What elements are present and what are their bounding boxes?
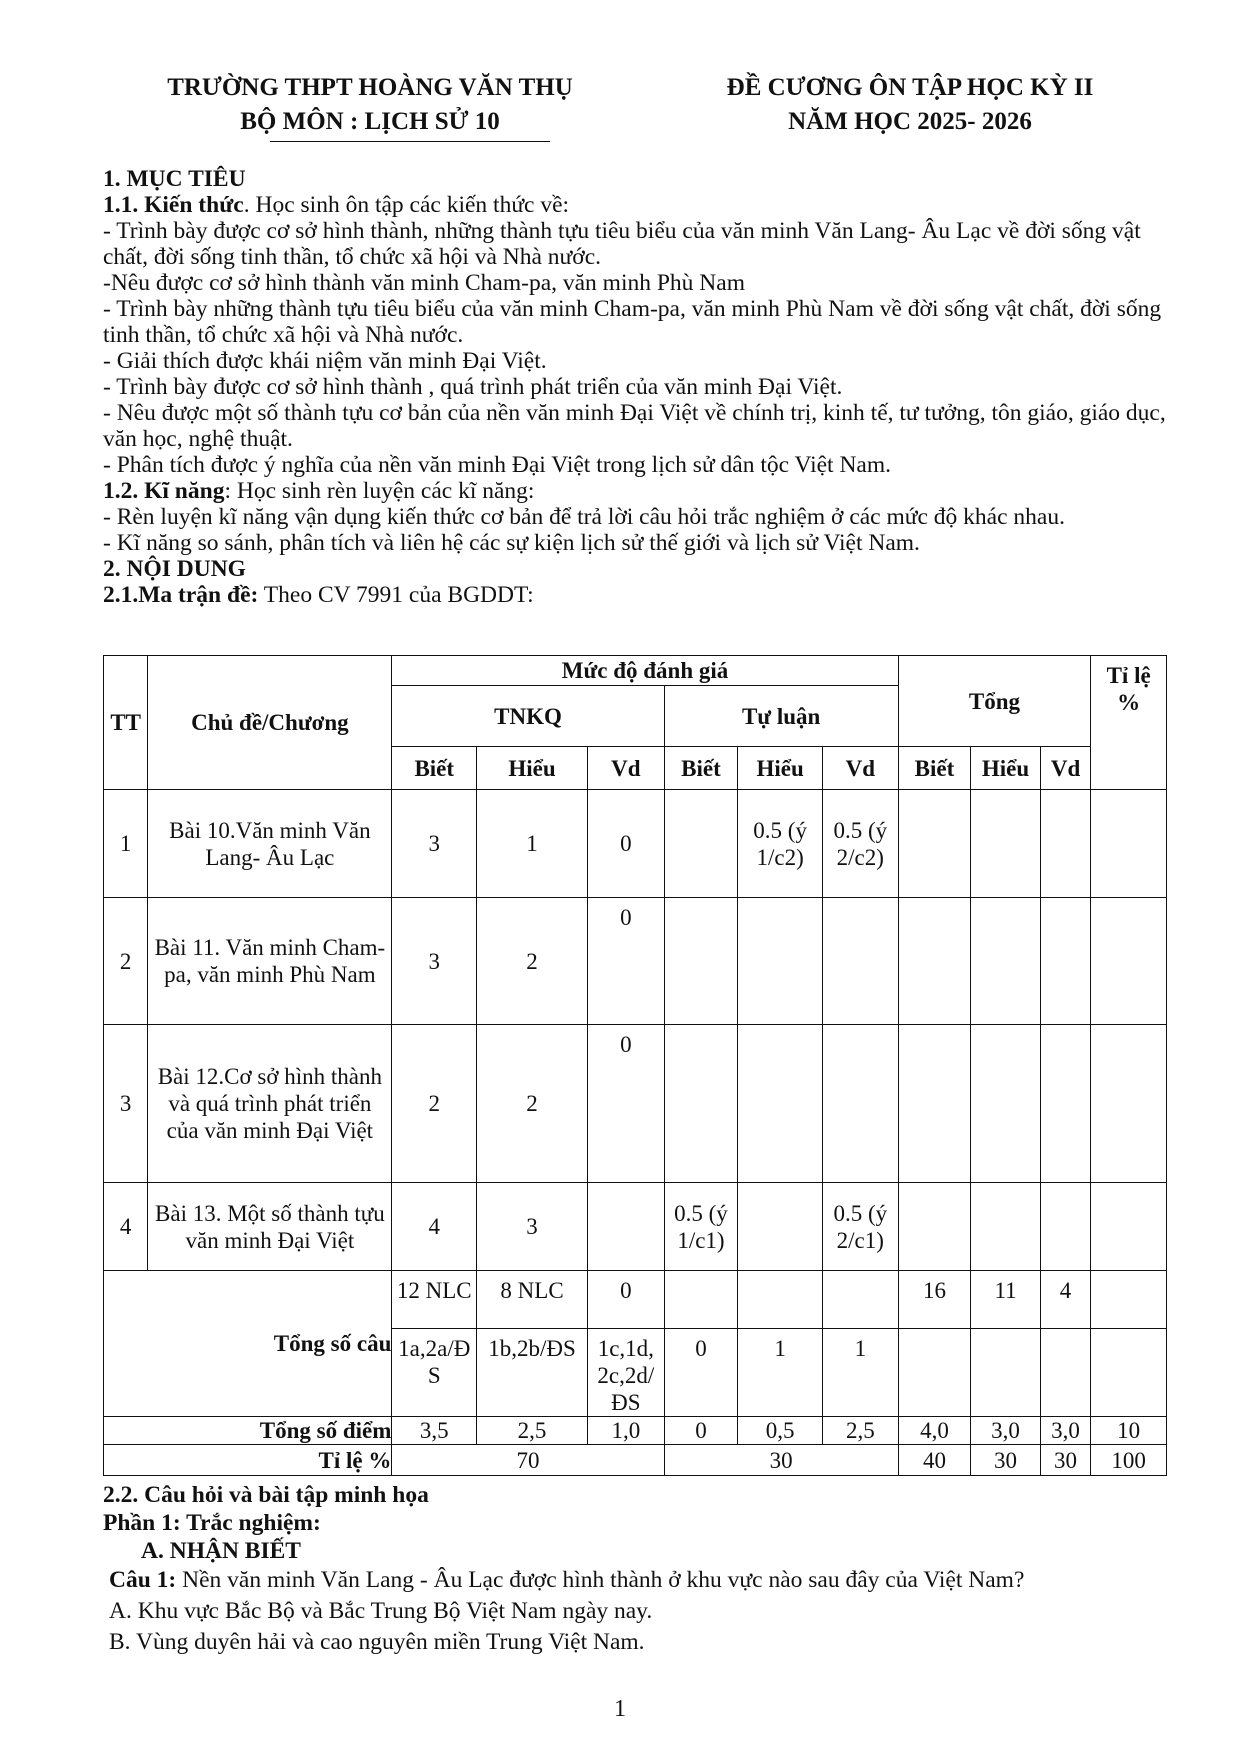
header-ratio-line2: %: [1117, 690, 1141, 715]
questions-section: [103, 1481, 1167, 1658]
objectives-section: [103, 166, 1167, 608]
cell-value: [664, 1025, 738, 1183]
cell-empty: [1091, 1329, 1167, 1417]
total-questions-label: Tổng số câu: [104, 1271, 392, 1417]
cell-value: 1,0: [588, 1417, 665, 1445]
cell-empty: [898, 790, 971, 898]
cell-empty: [1040, 898, 1090, 1025]
cell-value: 4: [392, 1183, 477, 1271]
skills-label: 1.2. Kĩ năng: [103, 478, 225, 504]
cell-value: 1c,1d, 2c,2d/ ĐS: [588, 1329, 665, 1417]
cell-value: 30: [664, 1445, 898, 1476]
cell-value: 30: [971, 1445, 1041, 1476]
cell-tt: 1: [104, 790, 148, 898]
cell-empty: [898, 1025, 971, 1183]
subject-name: BỘ MÔN : LỊCH SỬ 10: [240, 108, 500, 135]
knowledge-label: 1.1. Kiến thức: [103, 192, 244, 218]
subject-underline: [270, 141, 550, 142]
cell-empty: [898, 898, 971, 1025]
cell-value: 8 NLC: [477, 1271, 588, 1329]
cell-value: 1b,2b/ĐS: [477, 1329, 588, 1417]
cell-value: 1: [738, 1329, 823, 1417]
cell-empty: [822, 1271, 898, 1329]
document-title: ĐỀ CƯƠNG ÔN TẬP HỌC KỲ II: [726, 74, 1094, 101]
cell-value: [822, 898, 898, 1025]
question-text: Nền văn minh Văn Lang - Âu Lạc được hình thành ở khu vực nào sau đây của Việt Nam?: [176, 1567, 1025, 1593]
cell-value: 30: [1040, 1445, 1090, 1476]
skills-item: - Kĩ năng so sánh, phân tích và liên hệ các sự kiện lịch sử thế giới và lịch sử Việt Nam.: [103, 530, 920, 556]
cell-value: 0.5 (ý 2/c2): [822, 790, 898, 898]
cell-value: 0: [664, 1329, 738, 1417]
header-biet: Biết: [898, 747, 971, 790]
cell-tt: 3: [104, 1025, 148, 1183]
cell-value: 2,5: [477, 1417, 588, 1445]
exam-matrix-table: [103, 655, 1167, 1476]
skills-item: - Rèn luyện kĩ năng vận dụng kiến thức cơ bản để trả lời câu hỏi trắc nghiệm ở các mức độ khác nhau.: [103, 504, 1065, 530]
cell-topic: Bài 12.Cơ sở hình thành và quá trình phát triển của văn minh Đại Việt: [148, 1025, 392, 1183]
cell-value: 1: [477, 790, 588, 898]
cell-empty: [971, 790, 1041, 898]
cell-empty: [1040, 1329, 1090, 1417]
cell-value: 4,0: [898, 1417, 971, 1445]
cell-value: 2,5: [822, 1417, 898, 1445]
cell-value: 0.5 (ý 1/c1): [664, 1183, 738, 1271]
cell-value: 2: [392, 1025, 477, 1183]
table-row-total-points: [104, 1417, 1167, 1445]
knowledge-item: -Nêu được cơ sở hình thành văn minh Cham-pa, văn minh Phù Nam: [103, 270, 745, 296]
cell-tt: 4: [104, 1183, 148, 1271]
cell-value: 12 NLC: [392, 1271, 477, 1329]
cell-empty: [898, 1329, 971, 1417]
cell-value: 1: [822, 1329, 898, 1417]
cell-empty: [738, 1271, 823, 1329]
cell-empty: [971, 1183, 1041, 1271]
cell-empty: [1040, 1025, 1090, 1183]
cell-topic: Bài 11. Văn minh Cham-pa, văn minh Phù Nam: [148, 898, 392, 1025]
cell-value: [738, 1025, 823, 1183]
header-biet: Biết: [664, 747, 738, 790]
cell-value: 0: [588, 898, 665, 1025]
cell-value: [738, 1183, 823, 1271]
section-heading-content: 2. NỘI DUNG: [103, 556, 246, 582]
cell-empty: [1040, 1183, 1090, 1271]
table-row: [104, 1183, 1167, 1271]
header-tuluan: Tự luận: [664, 686, 898, 747]
cell-value: 11: [971, 1271, 1041, 1329]
header-vd: Vd: [588, 747, 665, 790]
cell-value: [588, 1183, 665, 1271]
table-row: [104, 1025, 1167, 1183]
cell-topic: Bài 13. Một số thành tựu văn minh Đại Việt: [148, 1183, 392, 1271]
cell-value: 3,0: [1040, 1417, 1090, 1445]
cell-empty: [1091, 1271, 1167, 1329]
cell-value: 0: [588, 1271, 665, 1329]
question-1: [103, 1565, 1167, 1596]
cell-empty: [971, 898, 1041, 1025]
cell-value: 2: [477, 898, 588, 1025]
skills-intro-text: : Học sinh rèn luyện các kĩ năng:: [224, 478, 535, 504]
knowledge-intro-text: . Học sinh ôn tập các kiến thức về:: [243, 192, 570, 218]
cell-value: 2: [477, 1025, 588, 1183]
cell-value: 1a,2a/Đ S: [392, 1329, 477, 1417]
header-tt: TT: [104, 656, 148, 790]
cell-value: 0: [588, 790, 665, 898]
cell-value: [664, 790, 738, 898]
school-year: NĂM HỌC 2025- 2026: [788, 108, 1032, 135]
cell-value: 3: [392, 898, 477, 1025]
cell-value: 0: [588, 1025, 665, 1183]
knowledge-item: - Trình bày được cơ sở hình thành , quá trình phát triển của văn minh Đại Việt.: [103, 374, 843, 400]
table-row-total-questions: [104, 1271, 1167, 1329]
header-hieu: Hiểu: [971, 747, 1041, 790]
matrix-label: 2.1.Ma trận đề:: [103, 582, 259, 608]
matrix-intro: [103, 582, 1167, 608]
cell-tt: 2: [104, 898, 148, 1025]
school-name: TRƯỜNG THPT HOÀNG VĂN THỤ: [167, 74, 573, 101]
cell-empty: [1091, 790, 1167, 898]
header-assessment-level: Mức độ đánh giá: [392, 656, 898, 686]
header-hieu: Hiểu: [738, 747, 823, 790]
header-vd: Vd: [1040, 747, 1090, 790]
cell-value: 3,0: [971, 1417, 1041, 1445]
header-biet: Biết: [392, 747, 477, 790]
table-row: [104, 898, 1167, 1025]
cell-value: 3,5: [392, 1417, 477, 1445]
cell-value: 16: [898, 1271, 971, 1329]
answer-option-a: A. Khu vực Bắc Bộ và Bắc Trung Bộ Việt Nam ngày nay.: [109, 1598, 653, 1624]
cell-value: 70: [392, 1445, 664, 1476]
cell-value: 0.5 (ý 2/c1): [822, 1183, 898, 1271]
knowledge-item: - Trình bày những thành tựu tiêu biểu của văn minh Cham-pa, văn minh Phù Nam về đời sống vật chất, đời sống tinh thần, tổ chức xã hội và Nhà nước.: [103, 296, 1162, 348]
level-heading: A. NHẬN BIẾT: [141, 1538, 301, 1564]
cell-empty: [1091, 1183, 1167, 1271]
header-topic: Chủ đề/Chương: [148, 656, 392, 790]
question-label: Câu 1:: [109, 1567, 177, 1593]
section-heading-questions: 2.2. Câu hỏi và bài tập minh họa: [103, 1482, 429, 1508]
cell-empty: [1091, 1025, 1167, 1183]
table-row: [104, 790, 1167, 898]
cell-value: [822, 1025, 898, 1183]
cell-value: 10: [1091, 1417, 1167, 1445]
cell-topic: Bài 10.Văn minh Văn Lang- Âu Lạc: [148, 790, 392, 898]
knowledge-item: - Nêu được một số thành tựu cơ bản của nền văn minh Đại Việt về chính trị, kinh tế, tư tưởng, tôn giáo, giáo dục, văn học, nghệ thuật.: [103, 400, 1166, 452]
cell-value: 100: [1091, 1445, 1167, 1476]
cell-empty: [664, 1271, 738, 1329]
cell-value: 0,5: [738, 1417, 823, 1445]
cell-empty: [971, 1025, 1041, 1183]
page-number: 1: [614, 1696, 626, 1722]
skills-intro: [103, 478, 1167, 504]
cell-empty: [1091, 898, 1167, 1025]
header-ratio-line1: Tỉ lệ: [1106, 663, 1151, 688]
cell-empty: [971, 1329, 1041, 1417]
part1-title: Phần 1: Trắc nghiệm:: [103, 1510, 321, 1536]
cell-value: 3: [392, 790, 477, 898]
header-ratio: [1091, 656, 1167, 790]
cell-empty: [1040, 790, 1090, 898]
knowledge-intro: [103, 192, 1167, 218]
knowledge-item: - Giải thích được khái niệm văn minh Đại Việt.: [103, 348, 547, 374]
knowledge-item: - Phân tích được ý nghĩa của nền văn minh Đại Việt trong lịch sử dân tộc Việt Nam.: [103, 452, 891, 478]
section-heading-objectives: 1. MỤC TIÊU: [103, 166, 246, 192]
cell-value: 0.5 (ý 1/c2): [738, 790, 823, 898]
table-row-ratio: [104, 1445, 1167, 1476]
header-vd: Vd: [822, 747, 898, 790]
answer-option-b: B. Vùng duyên hải và cao nguyên miền Trung Việt Nam.: [109, 1629, 645, 1655]
ratio-label: Tỉ lệ %: [104, 1445, 392, 1476]
cell-value: [664, 898, 738, 1025]
header-hieu: Hiểu: [477, 747, 588, 790]
header-tnkq: TNKQ: [392, 686, 664, 747]
matrix-note: Theo CV 7991 của BGDDT:: [258, 582, 534, 608]
cell-value: 0: [664, 1417, 738, 1445]
cell-value: 3: [477, 1183, 588, 1271]
cell-empty: [898, 1183, 971, 1271]
cell-value: 4: [1040, 1271, 1090, 1329]
header-total: Tổng: [898, 656, 1091, 747]
total-points-label: Tổng số điểm: [104, 1417, 392, 1445]
cell-value: [738, 898, 823, 1025]
cell-value: 40: [898, 1445, 971, 1476]
knowledge-item: - Trình bày được cơ sở hình thành, những thành tựu tiêu biểu của văn minh Văn Lang- Âu Lạc về đời sống vật chất, đời sống tinh thần, tổ chức xã hội và Nhà nước.: [103, 218, 1141, 270]
